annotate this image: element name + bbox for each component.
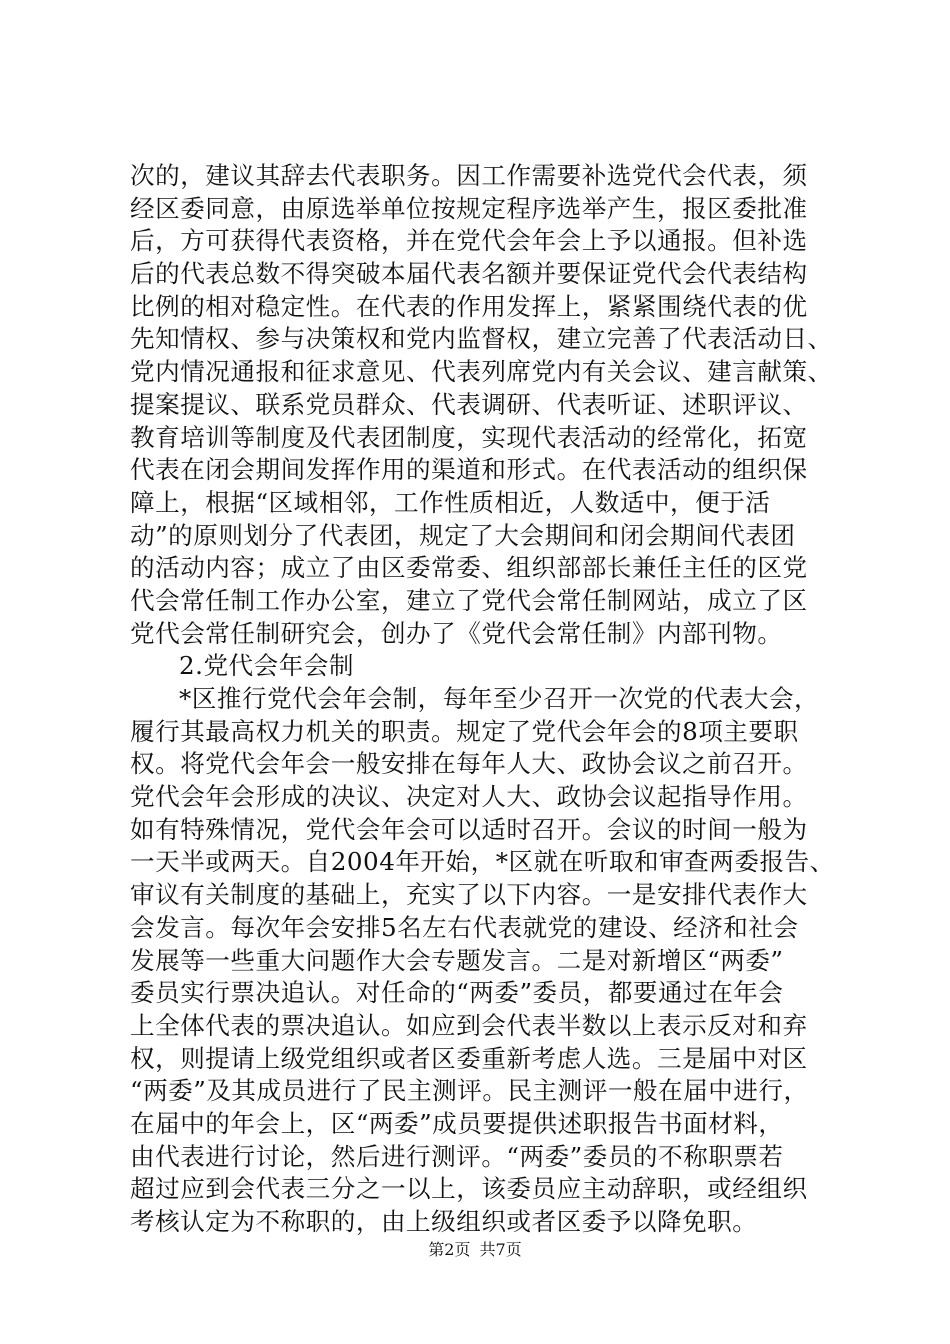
text-line: 由代表进行讨论，然后进行测评。“两委”委员的不称职票若 <box>130 1141 784 1171</box>
text-line: 如有特殊情况，党代会年会可以适时召开。会议的时间一般为 <box>130 814 808 844</box>
text-line: 次的，建议其辞去代表职务。因工作需要补选党代会代表，须 <box>130 161 808 190</box>
text-line: 权，则提请上级党组织或者区委重新考虑人选。三是届中对区 <box>130 1043 808 1073</box>
text-line: 一天半或两天。自2004年开始，*区就在听取和审查两委报告、 <box>130 847 835 877</box>
text-line: 会发言。每次年会安排5名左右代表就党的建设、经济和社会 <box>130 912 799 942</box>
text-line: 超过应到会代表三分之一以上，该委员应主动辞职，或经组织 <box>130 1174 808 1204</box>
text-line: 代表在闭会期间发挥作用的渠道和形式。在代表活动的组织保 <box>130 455 808 485</box>
document-body <box>130 160 835 1239</box>
text-line: 后的代表总数不得突破本届代表名额并要保证党代会代表结构 <box>130 259 808 289</box>
text-line: 先知情权、参与决策权和党内监督权，建立完善了代表活动日、 <box>130 324 833 354</box>
text-line: 党代会年会形成的决议、决定对人大、政协会议起指导作用。 <box>130 782 808 812</box>
text-line: 后，方可获得代表资格，并在党代会年会上予以通报。但补选 <box>130 226 808 256</box>
text-line: 权。将党代会年会一般安排在每年人大、政协会议之前召开。 <box>130 749 808 779</box>
page-footer <box>0 1239 950 1261</box>
text-line: 障上，根据“区域相邻，工作性质相近，人数适中，便于活 <box>130 487 771 517</box>
text-line: 党代会常任制研究会，创办了《党代会常任制》内部刊物。 <box>130 618 783 648</box>
text-line: 动”的原则划分了代表团，规定了大会期间和闭会期间代表团 <box>130 520 796 550</box>
text-line: 代会常任制工作办公室，建立了党代会常任制网站，成立了区 <box>130 585 808 615</box>
text-line: 教育培训等制度及代表团制度，实现代表活动的经常化，拓宽 <box>130 422 808 452</box>
text-line: “两委”及其成员进行了民主测评。民主测评一般在届中进行， <box>130 1076 809 1106</box>
text-line: 提案提议、联系党员群众、代表调研、代表听证、述职评议、 <box>130 389 808 419</box>
text-line: 考核认定为不称职的，由上级组织或者区委予以降免职。 <box>130 1207 758 1236</box>
text-line: 履行其最高权力机关的职责。规定了党代会年会的8项主要职 <box>130 716 799 746</box>
section-heading: 2.党代会年会制 <box>179 651 355 681</box>
text-line: *区推行党代会年会制，每年至少召开一次党的代表大会， <box>179 684 820 713</box>
text-line: 委员实行票决追认。对任命的“两委”委员，都要通过在年会 <box>130 978 784 1008</box>
page-number: 第2页 <box>428 1240 471 1259</box>
text-line: 经区委同意，由原选举单位按规定程序选举产生，报区委批准 <box>130 193 808 223</box>
text-line: 发展等一些重大问题作大会专题发言。二是对新增区“两委” <box>130 945 784 975</box>
text-line: 党内情况通报和征求意见、代表列席党内有关会议、建言献策、 <box>130 357 833 387</box>
text-line: 的活动内容；成立了由区委常委、组织部部长兼任主任的区党 <box>130 553 808 583</box>
text-line: 比例的相对稳定性。在代表的作用发挥上，紧紧围绕代表的优 <box>130 291 808 321</box>
text-line: 在届中的年会上，区“两委”成员要提供述职报告书面材料， <box>130 1108 784 1138</box>
page-total: 共7页 <box>479 1240 522 1259</box>
text-line: 审议有关制度的基础上，充实了以下内容。一是安排代表作大 <box>130 880 808 910</box>
text-line: 上全体代表的票决追认。如应到会代表半数以上表示反对和弃 <box>130 1010 808 1040</box>
